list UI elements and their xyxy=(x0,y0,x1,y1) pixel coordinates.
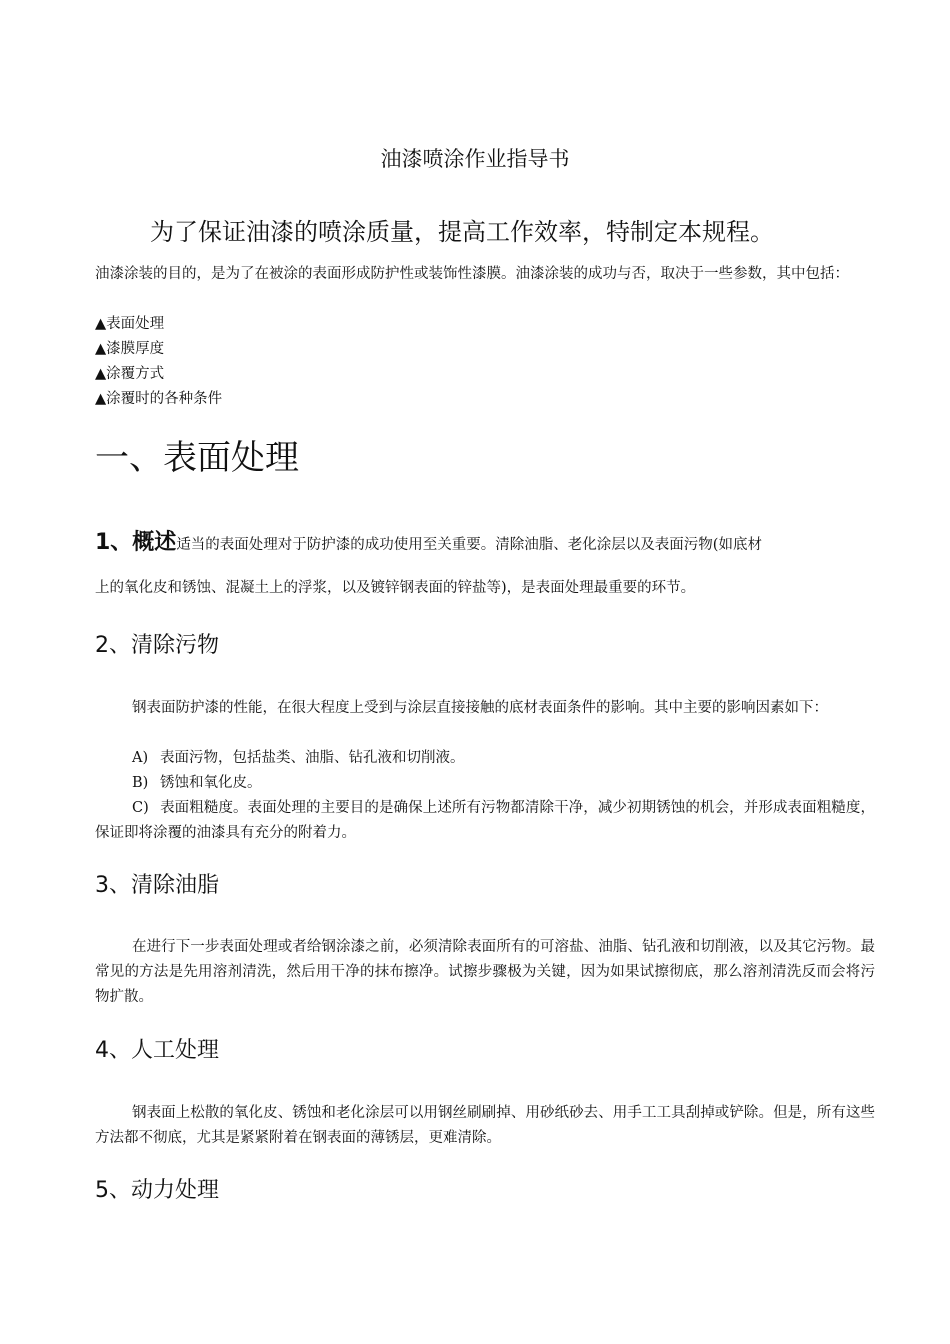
list-item-text: 锈蚀和氧化皮。 xyxy=(160,775,262,791)
list-item: ▲表面处理 xyxy=(95,316,165,332)
section-heading: 3、清除油脂 xyxy=(95,873,219,898)
list-marker: C) xyxy=(132,800,149,816)
list-item: ▲漆膜厚度 xyxy=(95,341,165,357)
section-heading: 4、人工处理 xyxy=(95,1038,219,1063)
section-paragraph: 在进行下一步表面处理或者给钢涂漆之前，必须清除表面所有的可溶盐、油脂、钻孔液和切削液，以及其它污物。最常见的方法是先用溶剂清洗，然后用干净的抹布擦净。试擦步骤极为关键，因为如果试擦彻底，那么溶剂清洗反而会将污物扩散。 xyxy=(95,939,875,1005)
section-text: 适当的表面处理对于防护漆的成功使用至关重要。清除油脂、老化涂层以及表面污物(如底材 xyxy=(176,537,762,553)
section-heading: 1、概述 xyxy=(95,530,177,555)
list-item xyxy=(95,746,875,771)
intro-paragraph: 油漆涂装的目的，是为了在被涂的表面形成防护性或装饰性漆膜。油漆涂装的成功与否，取决于一些参数，其中包括： xyxy=(95,266,849,282)
list-marker: B) xyxy=(132,775,149,791)
list-item: ▲涂覆时的各种条件 xyxy=(95,391,223,407)
list-item: ▲涂覆方式 xyxy=(95,366,165,382)
document-subtitle: 为了保证油漆的喷涂质量，提高工作效率，特制定本规程。 xyxy=(150,218,774,246)
section-text-continued: 上的氧化皮和锈蚀、混凝土上的浮浆，以及镀锌钢表面的锌盐等)，是表面处理最重要的环节。 xyxy=(95,580,696,596)
list-item-text: 表面污物，包括盐类、油脂、钻孔液和切削液。 xyxy=(160,750,465,766)
list-marker: A) xyxy=(132,750,149,766)
document-title: 油漆喷涂作业指导书 xyxy=(380,147,570,171)
list-item-text: 表面粗糙度。表面处理的主要目的是确保上述所有污物都清除干净，减少初期锈蚀的机会，并形成表面粗糙度，保证即将涂覆的油漆具有充分的附着力。 xyxy=(95,800,875,841)
list-item xyxy=(95,771,875,796)
section-heading: 5、动力处理 xyxy=(95,1178,219,1203)
section-overview xyxy=(95,527,875,561)
section-paragraph: 钢表面防护漆的性能，在很大程度上受到与涂层直接接触的底材表面条件的影响。其中主要的影响因素如下： xyxy=(132,700,828,716)
list-item xyxy=(95,796,875,846)
section-heading: 2、清除污物 xyxy=(95,633,219,658)
parameter-list xyxy=(95,312,222,412)
chapter-heading: 一、表面处理 xyxy=(95,438,299,478)
section-paragraph: 钢表面上松散的氧化皮、锈蚀和老化涂层可以用钢丝刷刷掉、用砂纸砂去、用手工工具刮掉或铲除。但是，所有这些方法都不彻底，尤其是紧紧附着在钢表面的薄锈层，更难清除。 xyxy=(95,1105,875,1146)
factor-list xyxy=(95,746,875,846)
